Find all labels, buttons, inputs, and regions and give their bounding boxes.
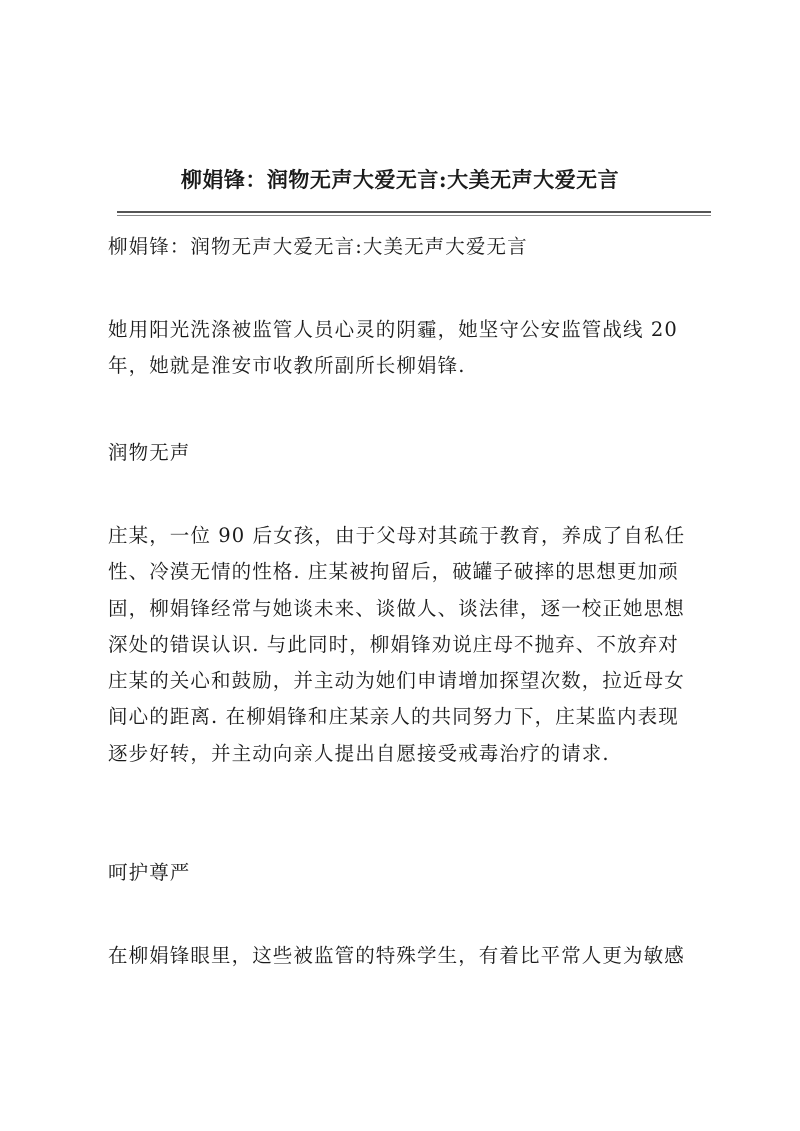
subtitle-line: 柳娟锋：润物无声大爱无言:大美无声大爱无言 bbox=[108, 235, 528, 258]
body-line: 深处的错误认识. 与此同时，柳娟锋劝说庄母不抛弃、不放弃对 bbox=[108, 632, 679, 656]
title-divider bbox=[117, 211, 711, 213]
body-line: 在柳娟锋眼里，这些被监管的特殊学生，有着比平常人更为敏感 bbox=[108, 944, 685, 967]
body-line: 逐步好转，并主动向亲人提出自愿接受戒毒治疗的请求. bbox=[108, 741, 610, 765]
body-line: 性、冷漠无情的性格. 庄某被拘留后，破罐子破摔的思想更加顽 bbox=[108, 560, 679, 584]
intro-line: 她用阳光洗涤被监管人员心灵的阴霾，她坚守公安监管战线 20 bbox=[108, 318, 678, 341]
intro-line: 年，她就是淮安市收教所副所长柳娟锋. bbox=[108, 354, 466, 378]
title-divider-thin bbox=[117, 215, 711, 216]
body-line: 间心的距离. 在柳娟锋和庄某亲人的共同努力下，庄某监内表现 bbox=[108, 705, 679, 729]
section-heading-text: 呵护尊严 bbox=[108, 861, 191, 884]
section-heading-text: 润物无声 bbox=[108, 441, 191, 464]
body-line: 庄某的关心和鼓励，并主动为她们申请增加探望次数，拉近母女 bbox=[108, 669, 685, 693]
intro-paragraph bbox=[108, 312, 708, 385]
section-heading-hehu bbox=[108, 855, 708, 891]
body-line: 庄某，一位 90 后女孩，由于父母对其疏于教育，养成了自私任 bbox=[108, 524, 686, 547]
document-subtitle bbox=[108, 229, 708, 265]
section-body-runwu bbox=[108, 518, 708, 772]
section-heading-runwu bbox=[108, 435, 708, 471]
body-line: 固，柳娟锋经常与她谈未来、谈做人、谈法律，逐一校正她思想 bbox=[108, 596, 685, 620]
document-title: 柳娟锋：润物无声大爱无言:大美无声大爱无言 bbox=[180, 167, 620, 192]
section-body-hehu bbox=[108, 938, 708, 974]
